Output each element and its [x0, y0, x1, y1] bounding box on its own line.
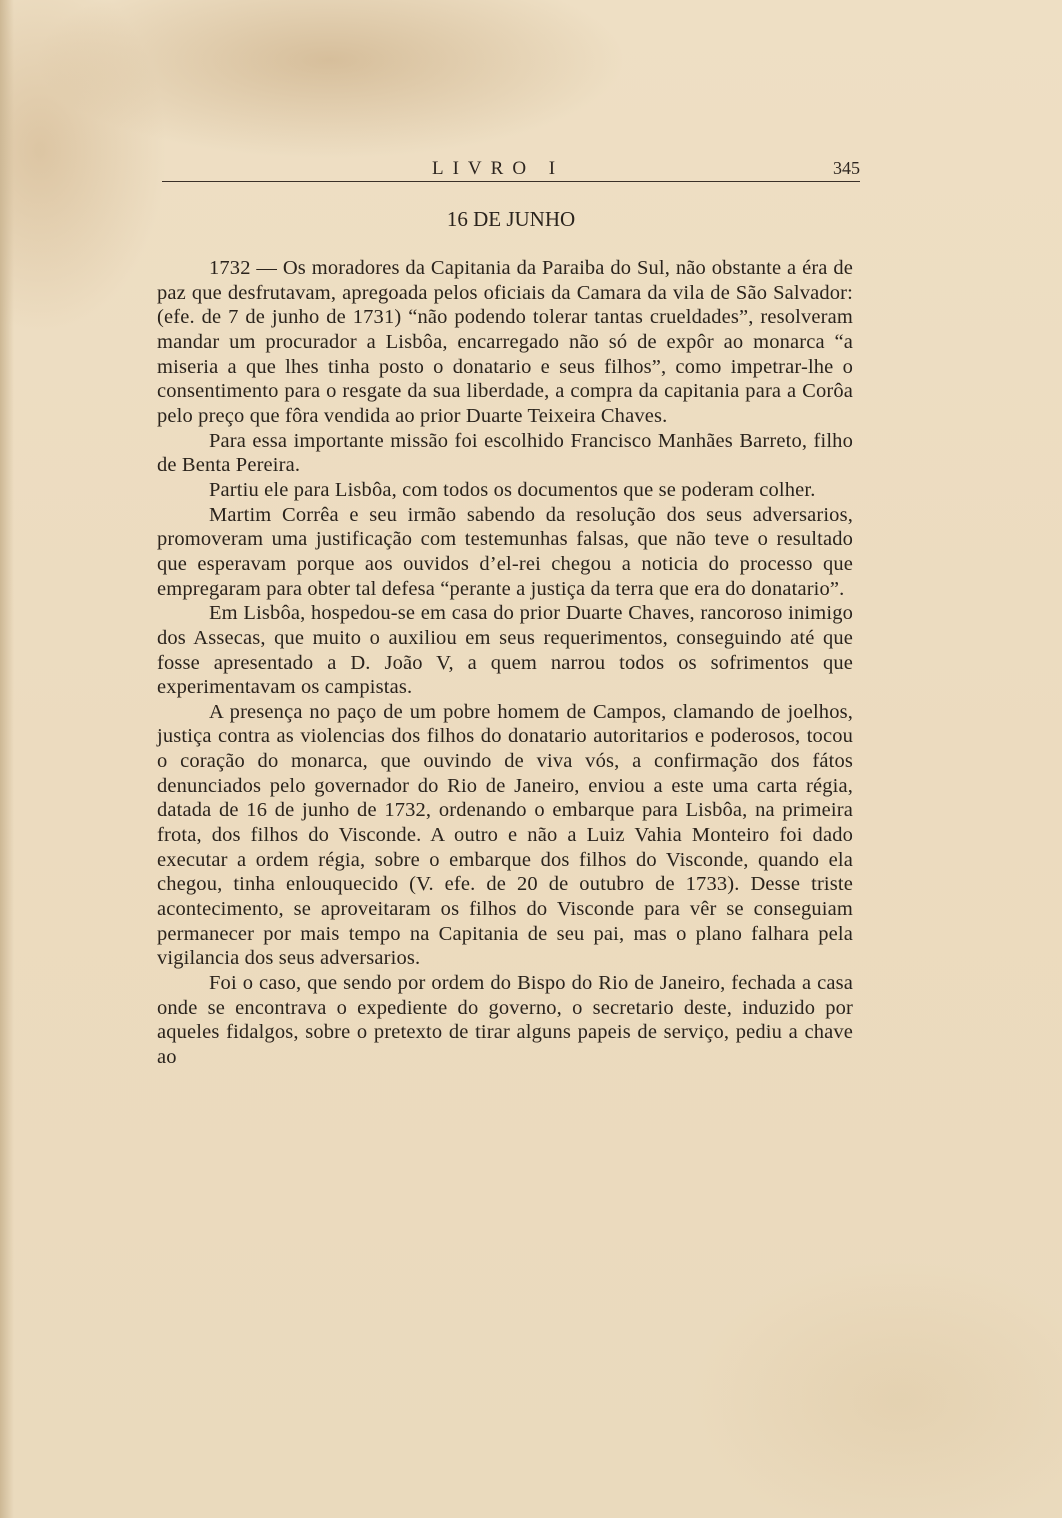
paragraph: Foi o caso, que sendo por ordem do Bispo do Rio de Janeiro, fechada a casa onde se encontrava o expediente do governo, o secretario deste, induzido por aqueles fidalgos, sobre o pretexto de tirar alguns papeis de serviço, pediu a chave ao: [157, 972, 853, 1068]
paragraph: 1732 — Os moradores da Capitania da Paraiba do Sul, não obstante a éra de paz que desfrutavam, apregoada pelos oficiais da Camara da vila de São Salvador: (efe. de 7 de junho de 1731) “não podendo tolerar tantas crueldades”, resolveram mandar um procurador a Lisbôa, encarregado não só de expôr ao monarca “a miseria a que lhes tinha posto o donatario e seus filhos”, como impetrar-lhe o consentimento para o resgate da sua liberdade, a compra da capitania para a Corôa pelo preço que fôra vendida ao prior Duarte Teixeira Chaves.: [157, 257, 853, 427]
paragraph: Para essa importante missão foi escolhido Francisco Manhães Barreto, filho de Benta Pereira.: [157, 429, 853, 477]
body-text: [157, 256, 853, 1070]
paragraph: Partiu ele para Lisbôa, com todos os documentos que se poderam colher.: [209, 478, 816, 501]
date-heading: 16 DE JUNHO: [446, 207, 576, 231]
page-edge-shadow: [0, 0, 14, 1518]
running-title: LIVRO I: [432, 158, 565, 179]
paragraph: A presença no paço de um pobre homem de Campos, clamando de joelhos, justiça contra as violencias dos filhos do donatario autoritarios e poderosos, tocou o coração do monarca, que ouvindo de viva vós, a confirmação dos fátos denunciados pelo governador do Rio de Janeiro, enviou a este uma carta régia, datada de 16 de junho de 1732, ordenando o embarque para Lisbôa, na primeira frota, dos filhos do Visconde. A outro e não a Luiz Vahia Monteiro foi dado executar a ordem régia, sobre o embarque dos filhos do Visconde, quando ela chegou, tinha enlouquecido (V. efe. de 20 de outubro de 1733). Desse triste acontecimento, se aproveitaram os filhos do Visconde para vêr se conseguiam permanecer por mais tempo na Capitania de seu pai, mas o plano falhara pela vigilancia dos seus adversarios.: [157, 700, 853, 970]
header-rule: [162, 181, 860, 182]
paragraph: Martim Corrêa e seu irmão sabendo da resolução dos seus adversarios, promoveram uma justificação com testemunhas falsas, que não teve o resultado que esperavam porque aos ouvidos d’el-rei chegou a noticia do processo que empregaram para obter tal defesa “perante a justiça da terra que era do donatario”.: [157, 503, 853, 600]
page-number: 345: [833, 158, 860, 178]
running-head: [162, 158, 860, 188]
paragraph: Em Lisbôa, hospedou-se em casa do prior Duarte Chaves, rancoroso inimigo dos Assecas, que muito o auxiliou em seus requerimentos, conseguindo até que fosse apresentado a D. João V, a quem narrou todos os sofrimentos que experimentavam os campistas.: [157, 602, 853, 699]
